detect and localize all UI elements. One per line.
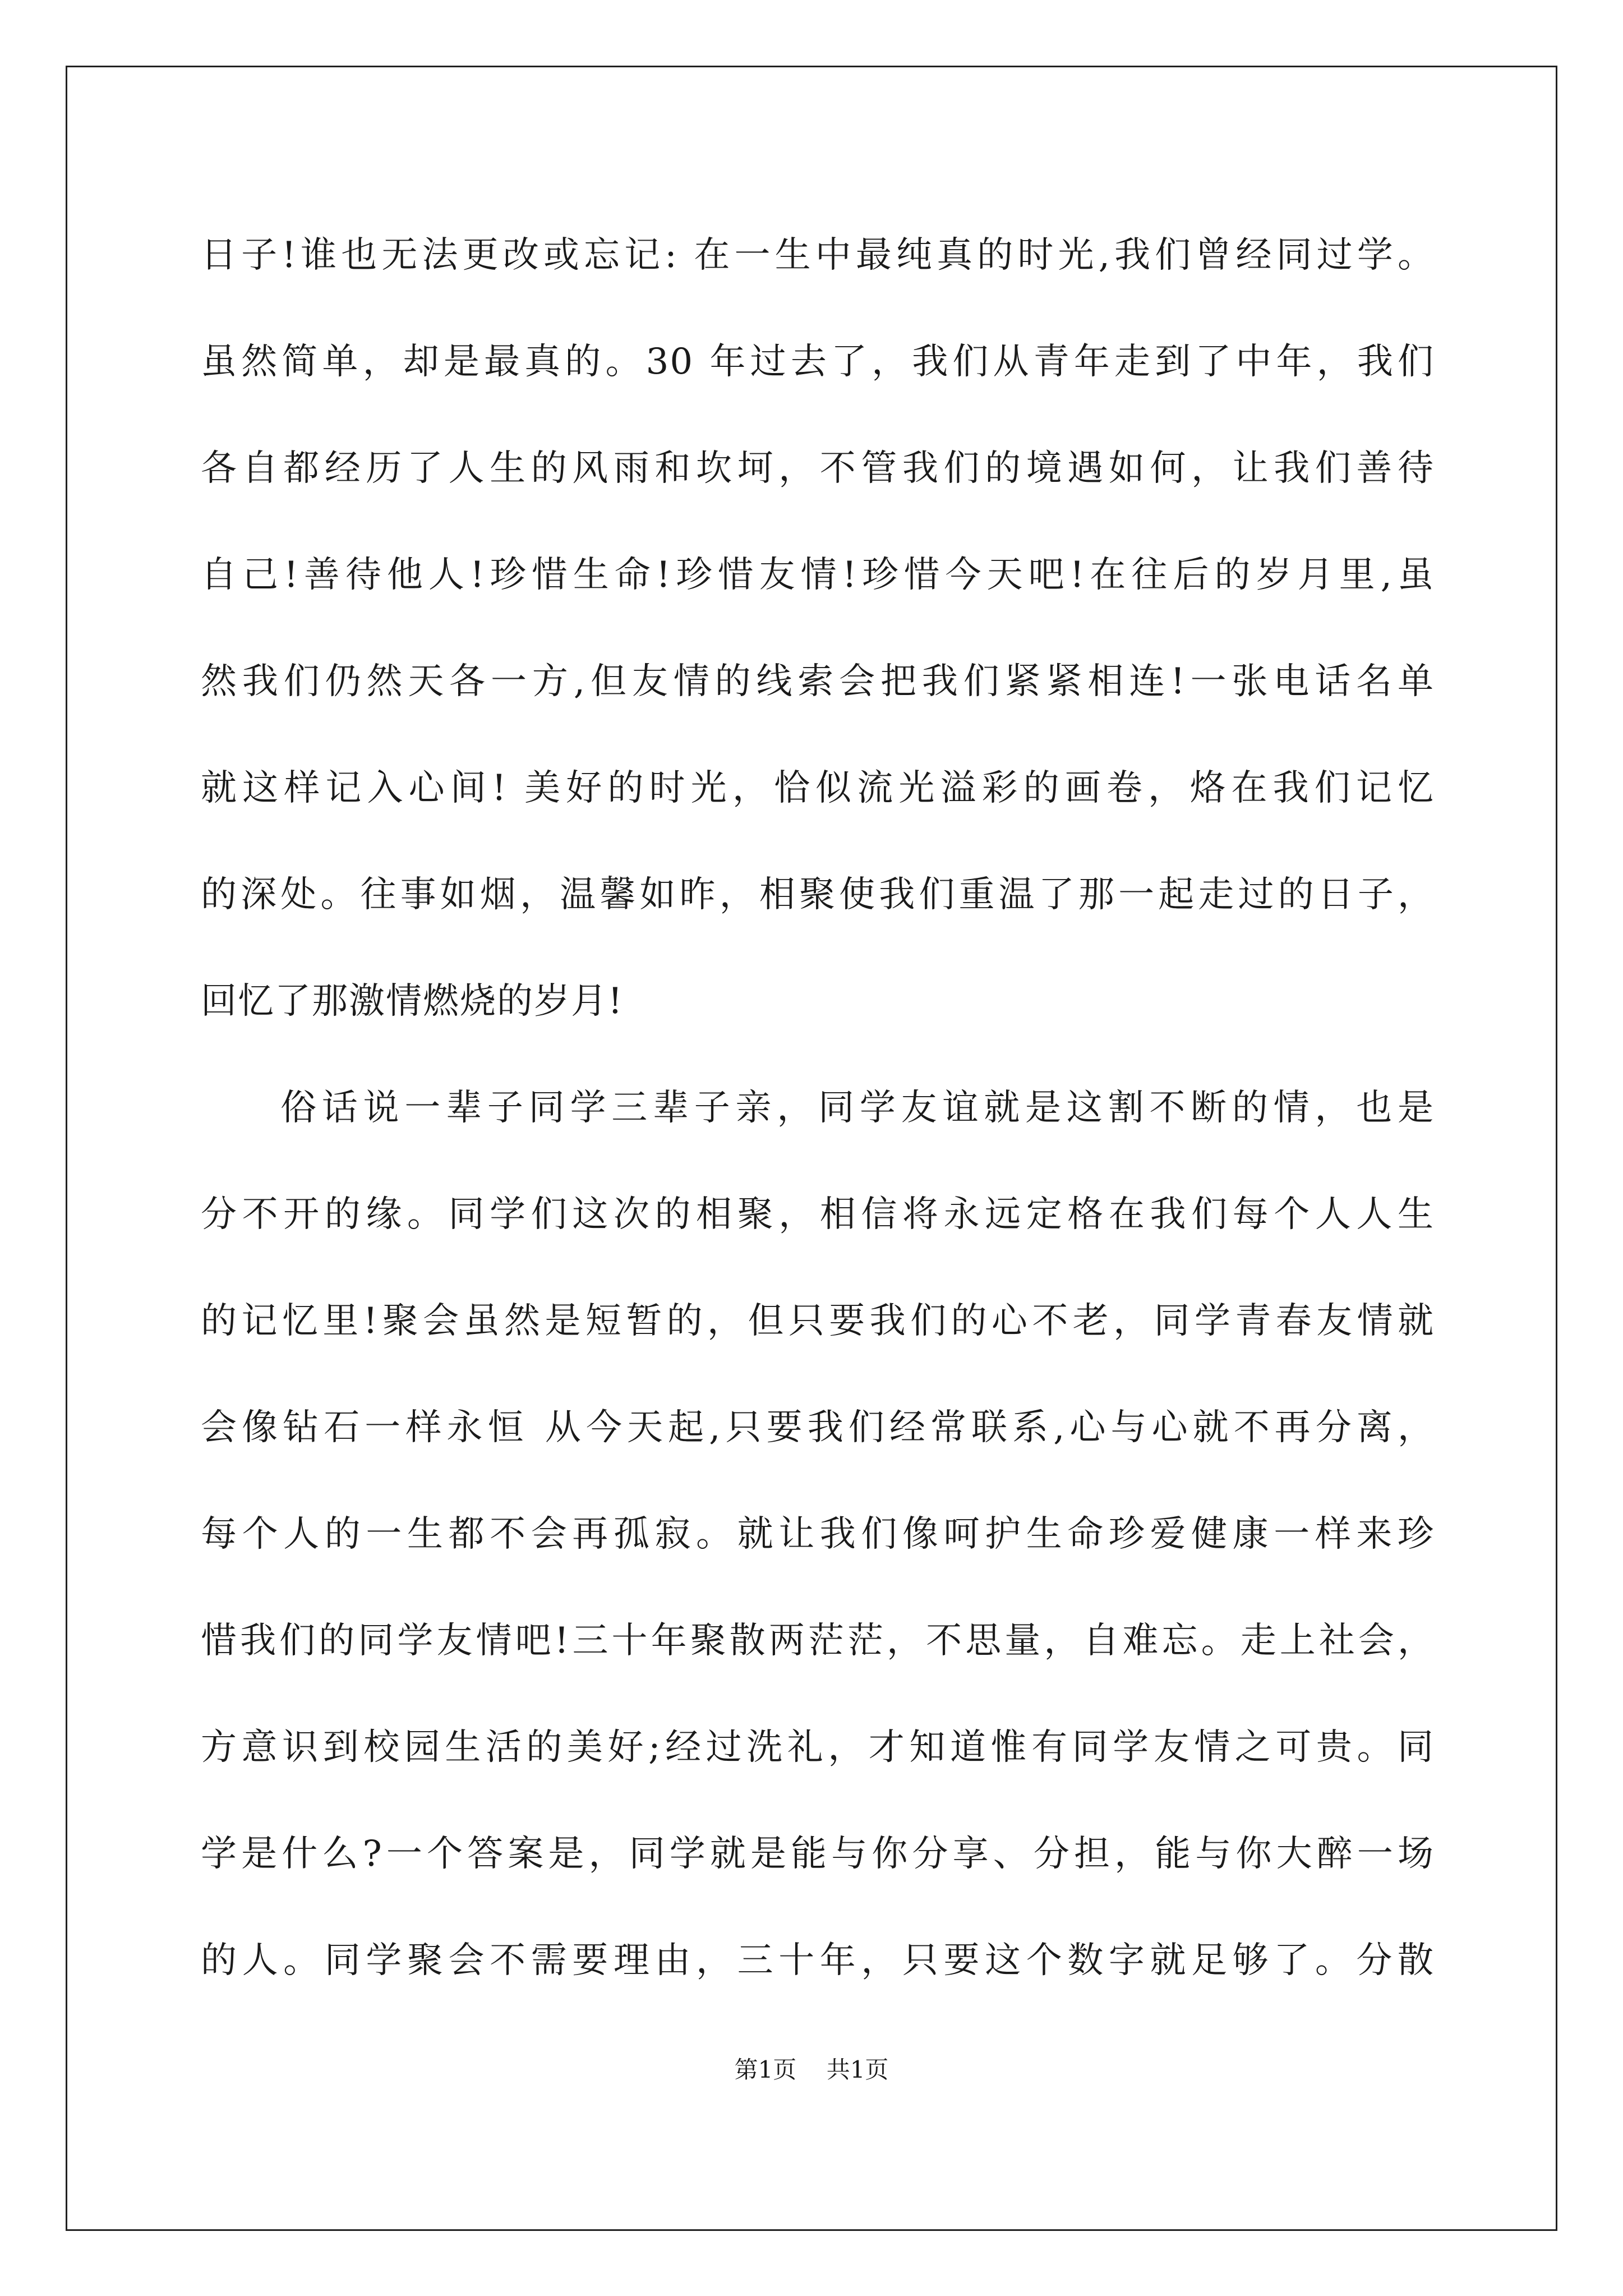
text-line: 日子!谁也无法更改或忘记: 在一生中最纯真的时光,我们曾经同过学。 [201,234,1435,276]
text-line: 的记忆里!聚会虽然是短暂的，但只要我们的心不老，同学青春友情就 [201,1300,1435,1342]
page-footer [0,2053,1623,2087]
text-line: 的人。同学聚会不需要理由，三十年，只要这个数字就足够了。分散 [201,1940,1435,1981]
text-line: 然我们仍然天各一方,但友情的线索会把我们紧紧相连!一张电话名单 [201,661,1435,702]
text-line: 回忆了那激情燃烧的岁月! [201,981,624,1022]
text-line: 虽然简单，却是最真的。30 年过去了，我们从青年走到了中年，我们 [201,341,1435,383]
text-line: 每个人的一生都不会再孤寂。就让我们像呵护生命珍爱健康一样来珍 [201,1513,1435,1555]
text-line: 自己!善待他人!珍惜生命!珍惜友情!珍惜今天吧!在往后的岁月里,虽 [201,554,1435,596]
text-line: 就这样记入心间! 美好的时光，恰似流光溢彩的画卷，烙在我们记忆 [201,767,1435,809]
page-number: 第1页 [734,2056,797,2083]
footer-gap [796,2056,826,2083]
text-line: 方意识到校园生活的美好;经过洗礼，才知道惟有同学友情之可贵。同 [201,1727,1435,1768]
document-body [201,202,1435,2014]
paragraph-first-line: 俗话说一辈子同学三辈子亲，同学友谊就是这割不断的情，也是 [280,1087,1435,1129]
text-line: 各自都经历了人生的风雨和坎坷，不管我们的境遇如何，让我们善待 [201,448,1435,489]
text-line: 分不开的缘。同学们这次的相聚，相信将永远定格在我们每个人人生 [201,1194,1435,1235]
text-line: 学是什么?一个答案是，同学就是能与你分享、分担，能与你大醉一场 [201,1833,1435,1875]
page-total: 共1页 [826,2056,889,2083]
text-line: 惜我们的同学友情吧!三十年聚散两茫茫，不思量，自难忘。走上社会， [201,1620,1435,1662]
text-line: 的深处。往事如烟，温馨如昨，相聚使我们重温了那一起走过的日子， [201,874,1435,915]
text-line: 会像钻石一样永恒 从今天起,只要我们经常联系,心与心就不再分离， [201,1407,1435,1448]
